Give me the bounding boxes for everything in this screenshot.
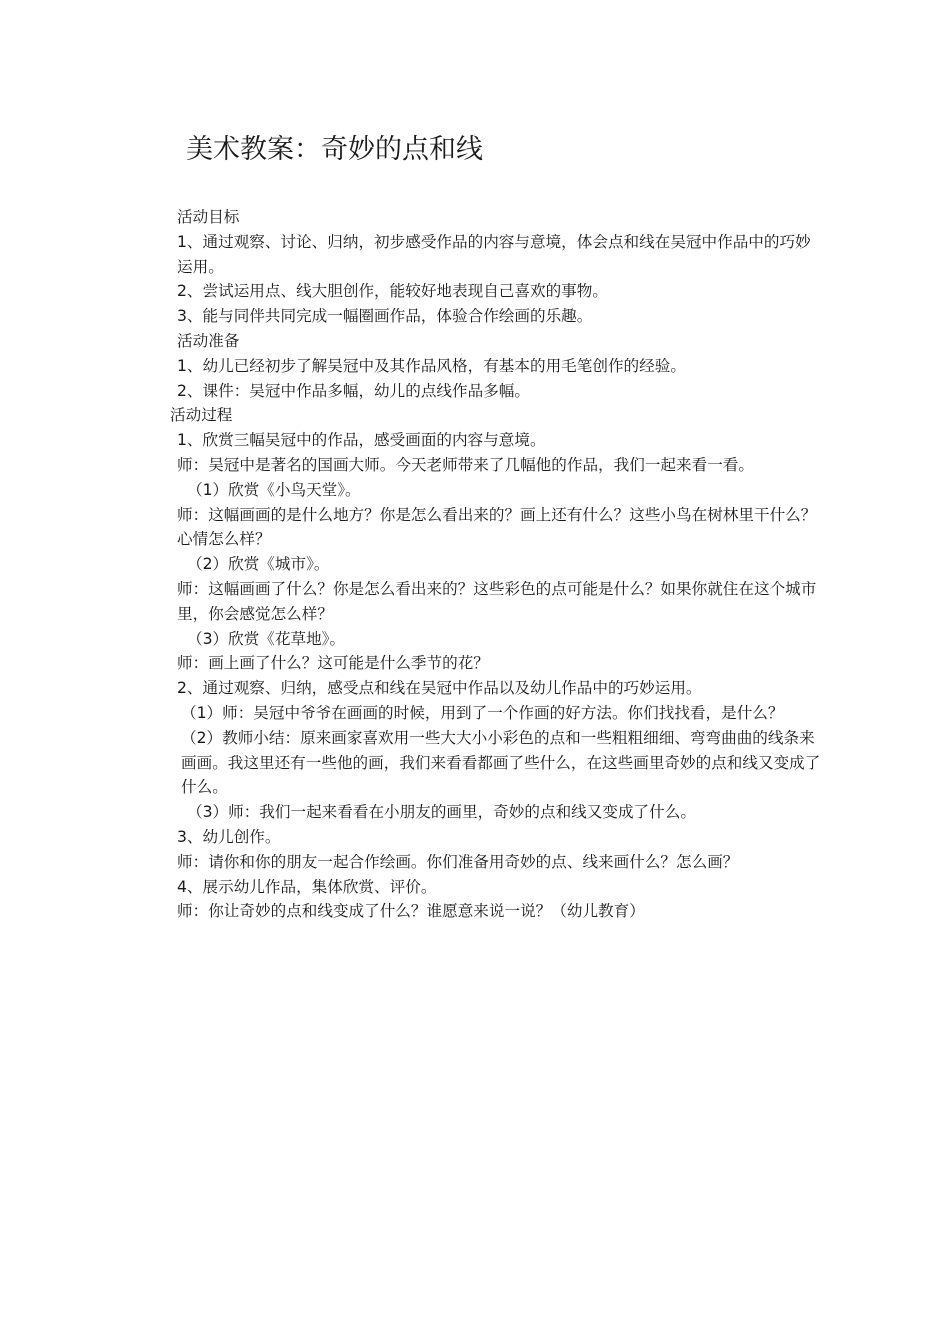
document-body <box>143 205 823 924</box>
section-heading-goals: 活动目标 <box>177 208 240 226</box>
paragraph: 1、通过观察、讨论、归纳，初步感受作品的内容与意境，体会点和线在吴冠中作品中的巧妙运用。 <box>177 232 811 276</box>
paragraph: 2、课件：吴冠中作品多幅，幼儿的点线作品多幅。 <box>177 381 530 400</box>
paragraph: 2、通过观察、归纳，感受点和线在吴冠中作品以及幼儿作品中的巧妙运用。 <box>177 679 702 698</box>
paragraph: 3、能与同伴共同完成一幅圈画作品，体验合作绘画的乐趣。 <box>177 307 593 326</box>
paragraph: （2）教师小结：原来画家喜欢用一些大大小小彩色的点和一些粗粗细细、弯弯曲曲的线条来画画。我这里还有一些他的画，我们来看看都画了些什么，在这些画里奇妙的点和线又变成了什么。 <box>181 728 821 797</box>
paragraph: 师：这幅画画了什么？你是怎么看出来的？这些彩色的点可能是什么？如果你就住在这个城市里，你会感觉怎么样？ <box>177 579 817 623</box>
paragraph: 师：画上画了什么？这可能是什么季节的花？ <box>177 654 489 673</box>
paragraph: 师：吴冠中是著名的国画大师。今天老师带来了几幅他的作品，我们一起来看一看。 <box>177 455 754 474</box>
paragraph: 师：你让奇妙的点和线变成了什么？谁愿意来说一说？（幼儿教育） <box>177 902 645 921</box>
paragraph: （3）欣赏《花草地》。 <box>187 629 346 648</box>
paragraph: 师：这幅画画的是什么地方？你是怎么看出来的？画上还有什么？这些小鸟在树林里干什么？心情怎么样？ <box>177 505 817 549</box>
paragraph: 1、欣赏三幅吴冠中的作品，感受画面的内容与意境。 <box>177 431 546 450</box>
paragraph: （1）师：吴冠中爷爷在画画的时候，用到了一个作画的好方法。你们找找看，是什么？ <box>181 703 784 722</box>
paragraph: （1）欣赏《小鸟天堂》。 <box>187 480 361 499</box>
document-title: 美术教案：奇妙的点和线 <box>186 134 483 165</box>
paragraph: 1、幼儿已经初步了解吴冠中及其作品风格，有基本的用毛笔创作的经验。 <box>177 356 686 375</box>
paragraph: 3、幼儿创作。 <box>177 827 281 846</box>
paragraph: 2、尝试运用点、线大胆创作，能较好地表现自己喜欢的事物。 <box>177 282 608 301</box>
section-heading-process: 活动过程 <box>170 406 233 425</box>
section-heading-preparation: 活动准备 <box>177 331 240 350</box>
paragraph: （2）欣赏《城市》。 <box>187 555 330 574</box>
paragraph: 师：请你和你的朋友一起合作绘画。你们准备用奇妙的点、线来画什么？怎么画？ <box>177 852 739 871</box>
paragraph: （3）师：我们一起来看看在小朋友的画里，奇妙的点和线又变成了什么。 <box>187 803 696 822</box>
paragraph: 4、展示幼儿作品，集体欣赏、评价。 <box>177 877 437 896</box>
